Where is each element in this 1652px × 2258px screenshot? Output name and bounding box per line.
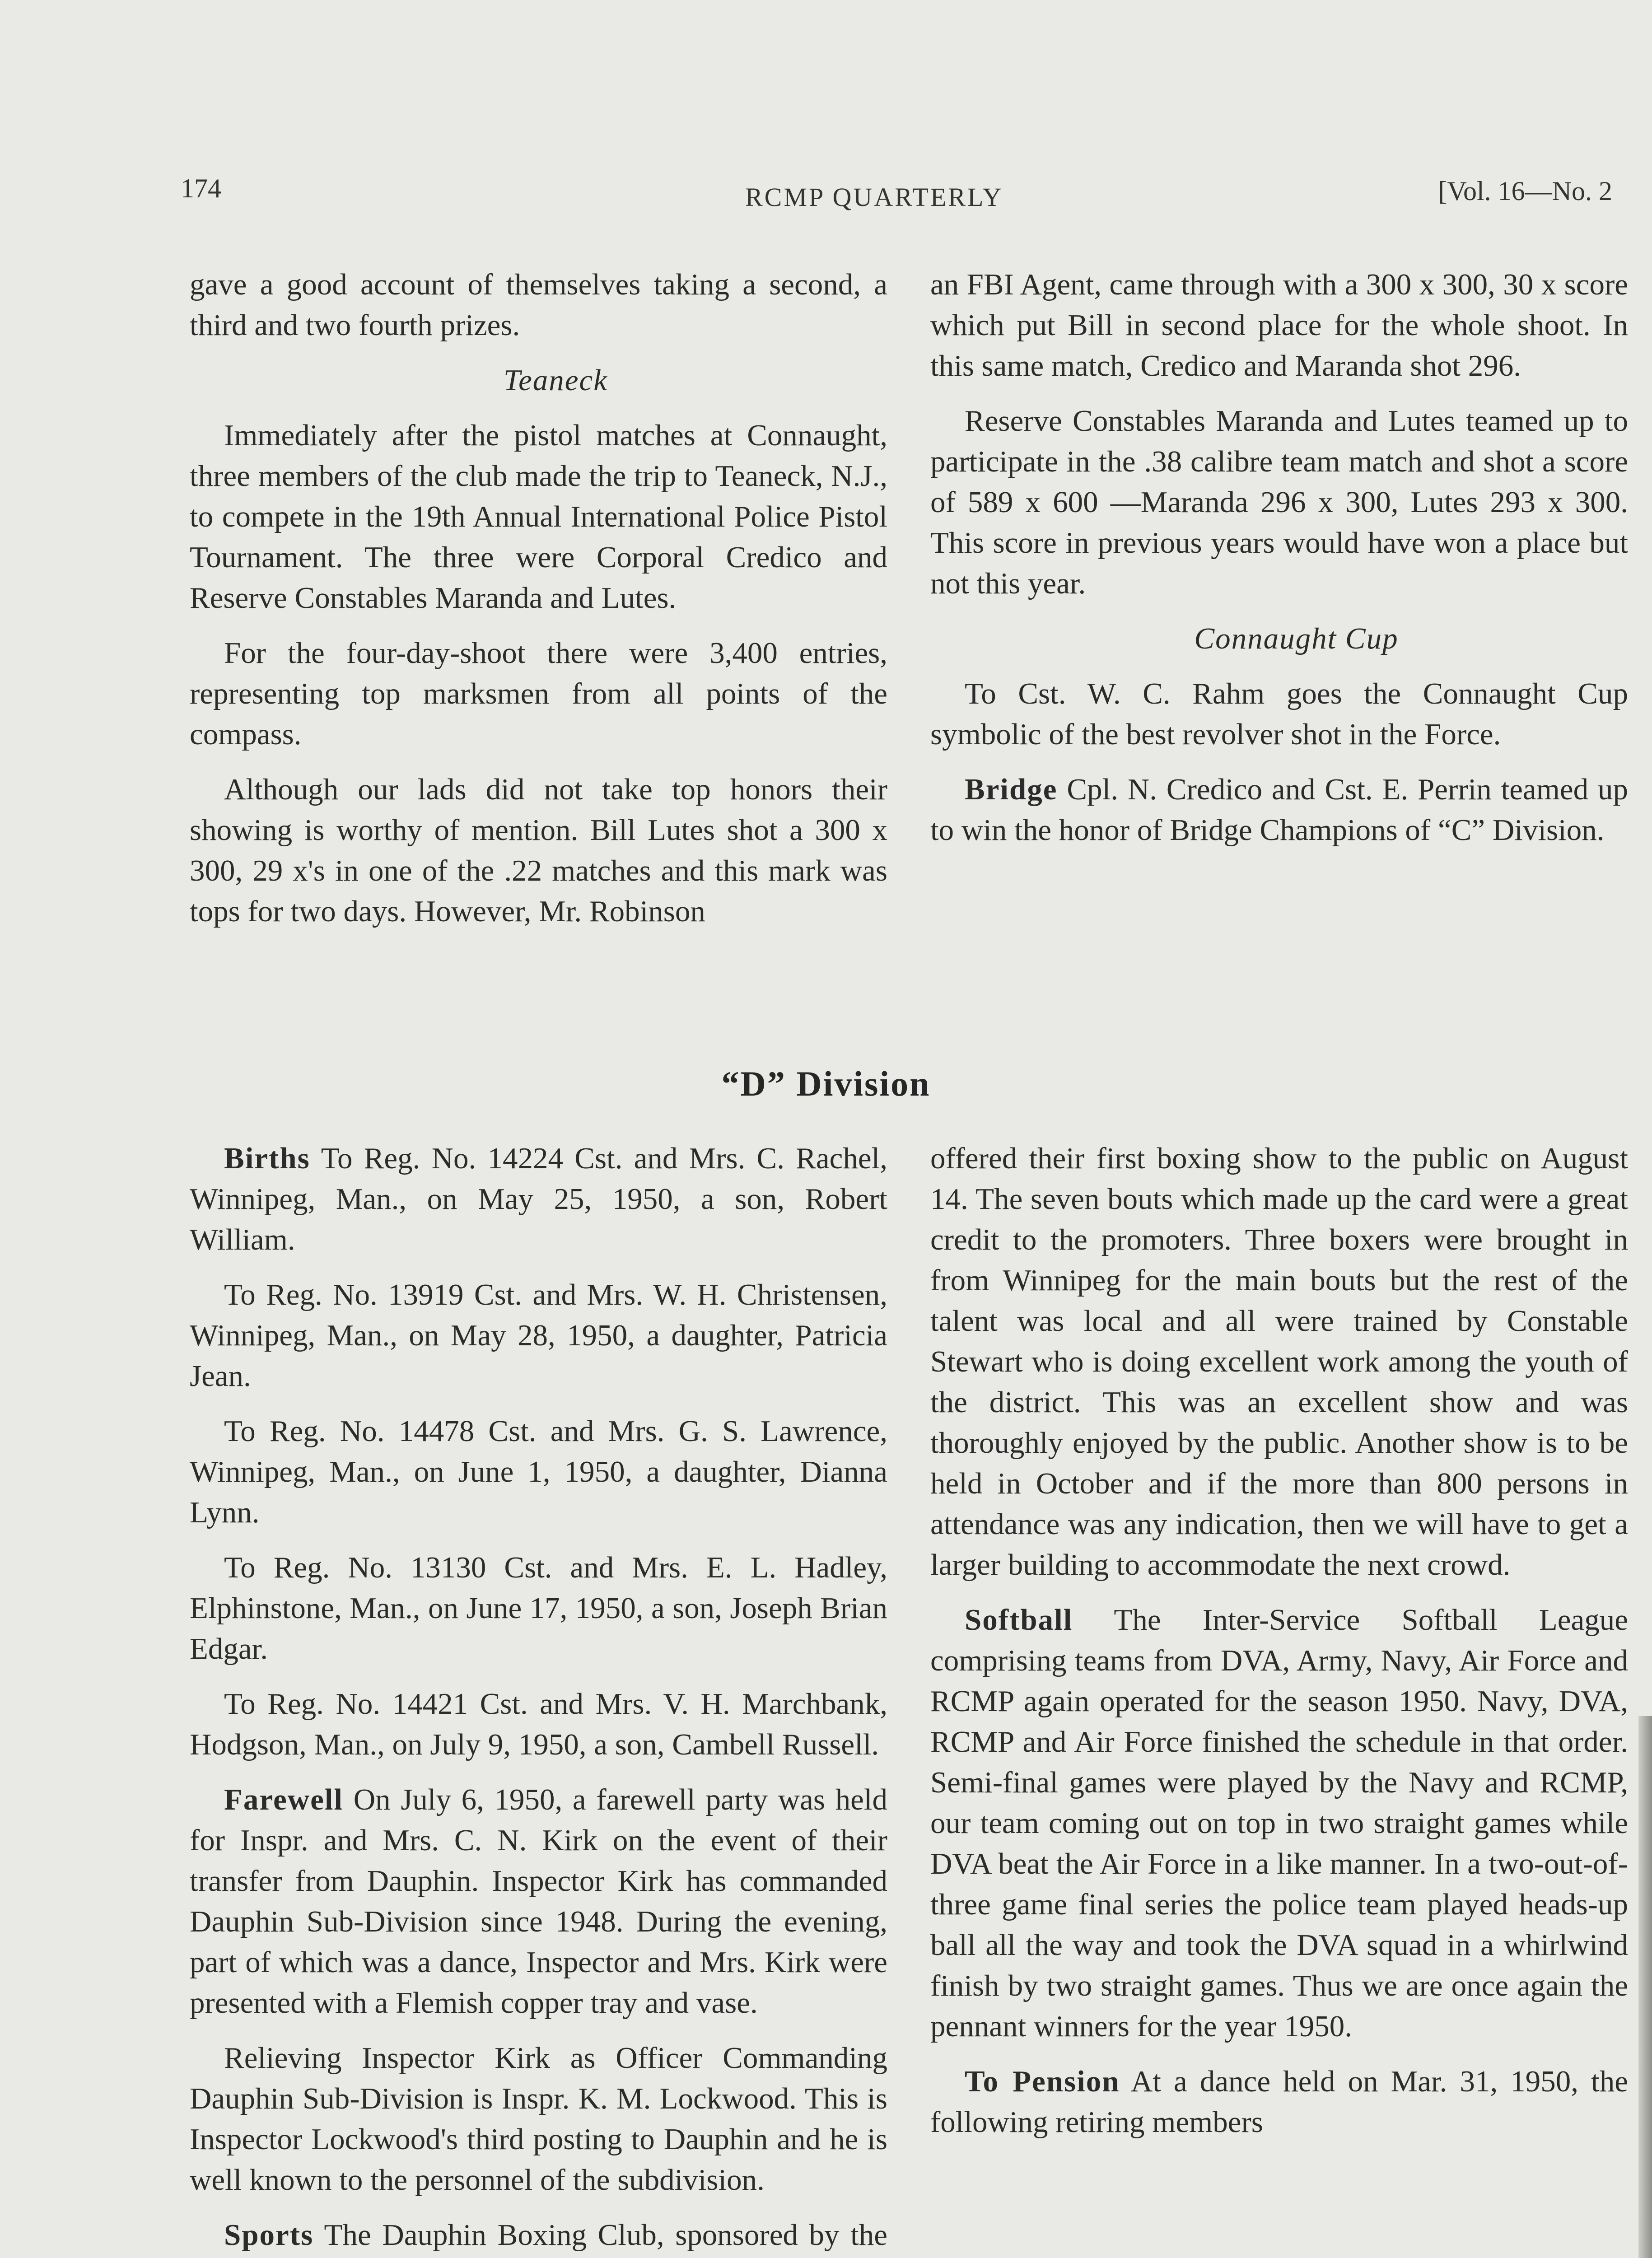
- paragraph: To Reg. No. 14421 Cst. and Mrs. V. H. Marchbank, Hodgson, Man., on July 9, 1950, a son, Cambell Russell.: [190, 1687, 887, 1761]
- run-in-heading: Bridge: [965, 773, 1058, 806]
- subheading-connaught-cup: Connaught Cup: [1194, 622, 1399, 655]
- running-header: [181, 169, 1626, 219]
- page-number: 174: [181, 173, 221, 203]
- paragraph: Sports The Dauphin Boxing Club, sponsored by the: [224, 2218, 887, 2252]
- paragraph: To Reg. No. 13130 Cst. and Mrs. E. L. Hadley, Elphinstone, Man., on June 17, 1950, a son, Joseph Brian Edgar.: [190, 1551, 887, 1666]
- paragraph: an FBI Agent, came through with a 300 x 300, 30 x score which put Bill in second place for the whole shoot. In this same match, Credico and Maranda shot 296.: [930, 268, 1628, 383]
- paragraph: Reserve Constables Maranda and Lutes teamed up to participate in the .38 calibre team match and shot a score of 589 x 600 —Maranda 296 x 300, Lutes 293 x 300. This score in previous years would have won a place but not this year.: [930, 404, 1628, 600]
- paragraph: gave a good account of themselves taking a second, a third and two fourth prizes.: [190, 268, 887, 342]
- paragraph: Although our lads did not take top honors their showing is worthy of mention. Bill Lutes shot a 300 x 300, 29 x's in one of the .22 matches and this mark was tops for two days. However, Mr. Robinson: [190, 773, 887, 928]
- bottom-right-column: [930, 1138, 1628, 2157]
- subheading-teaneck: Teaneck: [503, 364, 608, 397]
- paragraph: To Pension At a dance held on Mar. 31, 1950, the following retiring members: [930, 2065, 1628, 2139]
- top-left-column: [190, 264, 887, 946]
- volume-number: [Vol. 16—No. 2: [1438, 176, 1612, 206]
- bottom-left-column: [190, 1138, 887, 2258]
- journal-title: RCMP QUARTERLY: [745, 182, 1003, 212]
- run-in-heading: To Pension: [965, 2065, 1120, 2098]
- paragraph: Births To Reg. No. 14224 Cst. and Mrs. C. Rachel, Winnipeg, Man., on May 25, 1950, a son, Robert William.: [190, 1142, 887, 1256]
- paragraph: Bridge Cpl. N. Credico and Cst. E. Perrin teamed up to win the honor of Bridge Champions of “C” Division.: [930, 773, 1628, 847]
- paragraph: To Cst. W. C. Rahm goes the Connaught Cup symbolic of the best revolver shot in the Force.: [930, 677, 1628, 751]
- paragraph: Relieving Inspector Kirk as Officer Commanding Dauphin Sub-Division is Inspr. K. M. Lockwood. This is Inspector Lockwood's third posting to Dauphin and he is well known to the personnel of the subdivision.: [190, 2041, 887, 2197]
- paragraph: offered their first boxing show to the public on August 14. The seven bouts which made up the card were a great credit to the promoters. Three boxers were brought in from Winnipeg for the main bouts but the rest of the talent was local and all were trained by Constable Stewart who is doing excellent work among the youth of the district. This was an excellent show and was thoroughly enjoyed by the public. Another show is to be held in October and if the more than 800 persons in attendance was any indication, then we will have to get a larger building to accommodate the next crowd.: [930, 1142, 1628, 1582]
- page-binding-shadow: [1638, 1716, 1652, 2258]
- run-in-heading: Births: [224, 1142, 310, 1175]
- run-in-heading: Sports: [224, 2218, 314, 2252]
- run-in-heading: Softball: [965, 1603, 1073, 1637]
- paragraph: Immediately after the pistol matches at Connaught, three members of the club made the trip to Teaneck, N.J., to compete in the 19th Annual International Police Pistol Tournament. The three were Corporal Credico and Reserve Constables Maranda and Lutes.: [190, 419, 887, 615]
- paragraph: Farewell On July 6, 1950, a farewell party was held for Inspr. and Mrs. C. N. Kirk on the event of their transfer from Dauphin. Inspector Kirk has commanded Dauphin Sub-Division since 1948. During the evening, part of which was a dance, Inspector and Mrs. Kirk were presented with a Flemish copper tray and vase.: [190, 1783, 887, 2020]
- section-title: “D” Division: [721, 1064, 931, 1103]
- run-in-heading: Farewell: [224, 1783, 344, 1816]
- paragraph: Softball The Inter-Service Softball League comprising teams from DVA, Army, Navy, Air Force and RCMP again operated for the season 1950. Navy, DVA, RCMP and Air Force finished the schedule in that order. Semi-final games were played by the Navy and RCMP, our team coming out on top in two straight games while DVA beat the Air Force in a like manner. In a two-out-of-three game final series the police team played heads-up ball all the way and took the DVA squad in a whirlwind finish by two straight games. Thus we are once again the pennant winners for the year 1950.: [930, 1603, 1628, 2043]
- paragraph: To Reg. No. 14478 Cst. and Mrs. G. S. Lawrence, Winnipeg, Man., on June 1, 1950, a daughter, Dianna Lynn.: [190, 1414, 887, 1529]
- paragraph: For the four-day-shoot there were 3,400 entries, representing top marksmen from all points of the compass.: [190, 636, 887, 751]
- top-right-column: [930, 264, 1628, 865]
- paragraph: To Reg. No. 13919 Cst. and Mrs. W. H. Christensen, Winnipeg, Man., on May 28, 1950, a daughter, Patricia Jean.: [190, 1278, 887, 1393]
